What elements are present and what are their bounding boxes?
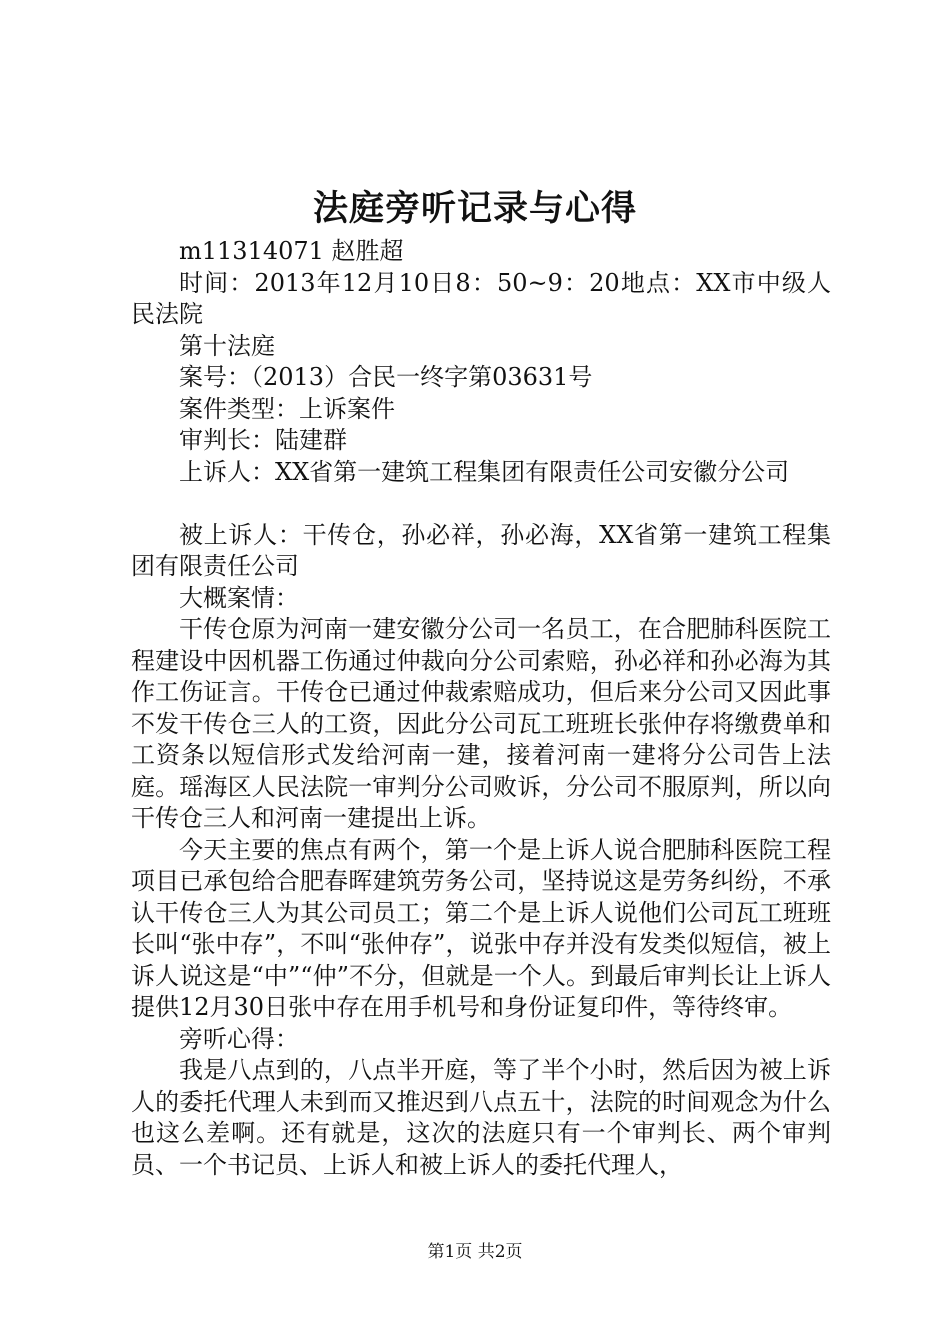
document-title: 法庭旁听记录与心得 (312, 188, 637, 229)
case-type-line: 案件类型：上诉案件 (179, 394, 395, 423)
reflection-heading: 旁听心得： (179, 1024, 299, 1053)
page-footer: 第1页 共2页 (427, 1242, 523, 1262)
document-body (131, 236, 831, 1181)
presiding-judge-line: 审判长：陆建群 (179, 426, 347, 454)
case-number-line: 案号：（2013）合民一终字第03631号 (179, 363, 593, 391)
time-location-line: 时间：2013年12月10日8：50~9：20地点：XX市中级人民法院 (131, 268, 831, 328)
case-summary-heading: 大概案情： (179, 583, 299, 612)
appellant-line: 上诉人：XX省第一建筑工程集团有限责任公司安徽分公司 (179, 457, 790, 486)
appellee-line: 被上诉人：干传仓，孙必祥，孙必海，XX省第一建筑工程集团有限责任公司 (131, 520, 831, 580)
case-summary-paragraph: 干传仓原为河南一建安徽分公司一名员工，在合肥肺科医院工程建设中因机器工伤通过仲裁向分公司索赔，孙必祥和孙必海为其作工伤证言。干传仓已通过仲裁索赔成功，但后来分公司又因此事不发干传仓三人的工资，因此分公司瓦工班班长张仲存将缴费单和工资条以短信形式发给河南一建，接着河南一建将分公司告上法庭。瑶海区人民法院一审判分公司败诉，分公司不服原判，所以向干传仓三人和河南一建提出上诉。 (131, 615, 831, 832)
reflection-paragraph: 我是八点到的，八点半开庭，等了半个小时，然后因为被上诉人的委托代理人未到而又推迟到八点五十，法院的时间观念为什么也这么差啊。还有就是，这次的法庭只有一个审判长、两个审判员、一个书记员、上诉人和被上诉人的委托代理人， (131, 1056, 831, 1179)
author-line: m11314071 赵胜超 (179, 237, 404, 265)
focus-paragraph: 今天主要的焦点有两个，第一个是上诉人说合肥肺科医院工程项目已承包给合肥春晖建筑劳务公司，坚持说这是劳务纠纷，不承认干传仓三人为其公司员工；第二个是上诉人说他们公司瓦工班班长叫“张中存”，不叫“张仲存”，说张中存并没有发类似短信，被上诉人说这是“中”“仲”不分，但就是一个人。到最后审判长让上诉人提供12月30日张中存在用手机号和身份证复印件，等待终审。 (131, 835, 831, 1021)
courtroom-line: 第十法庭 (179, 331, 275, 360)
